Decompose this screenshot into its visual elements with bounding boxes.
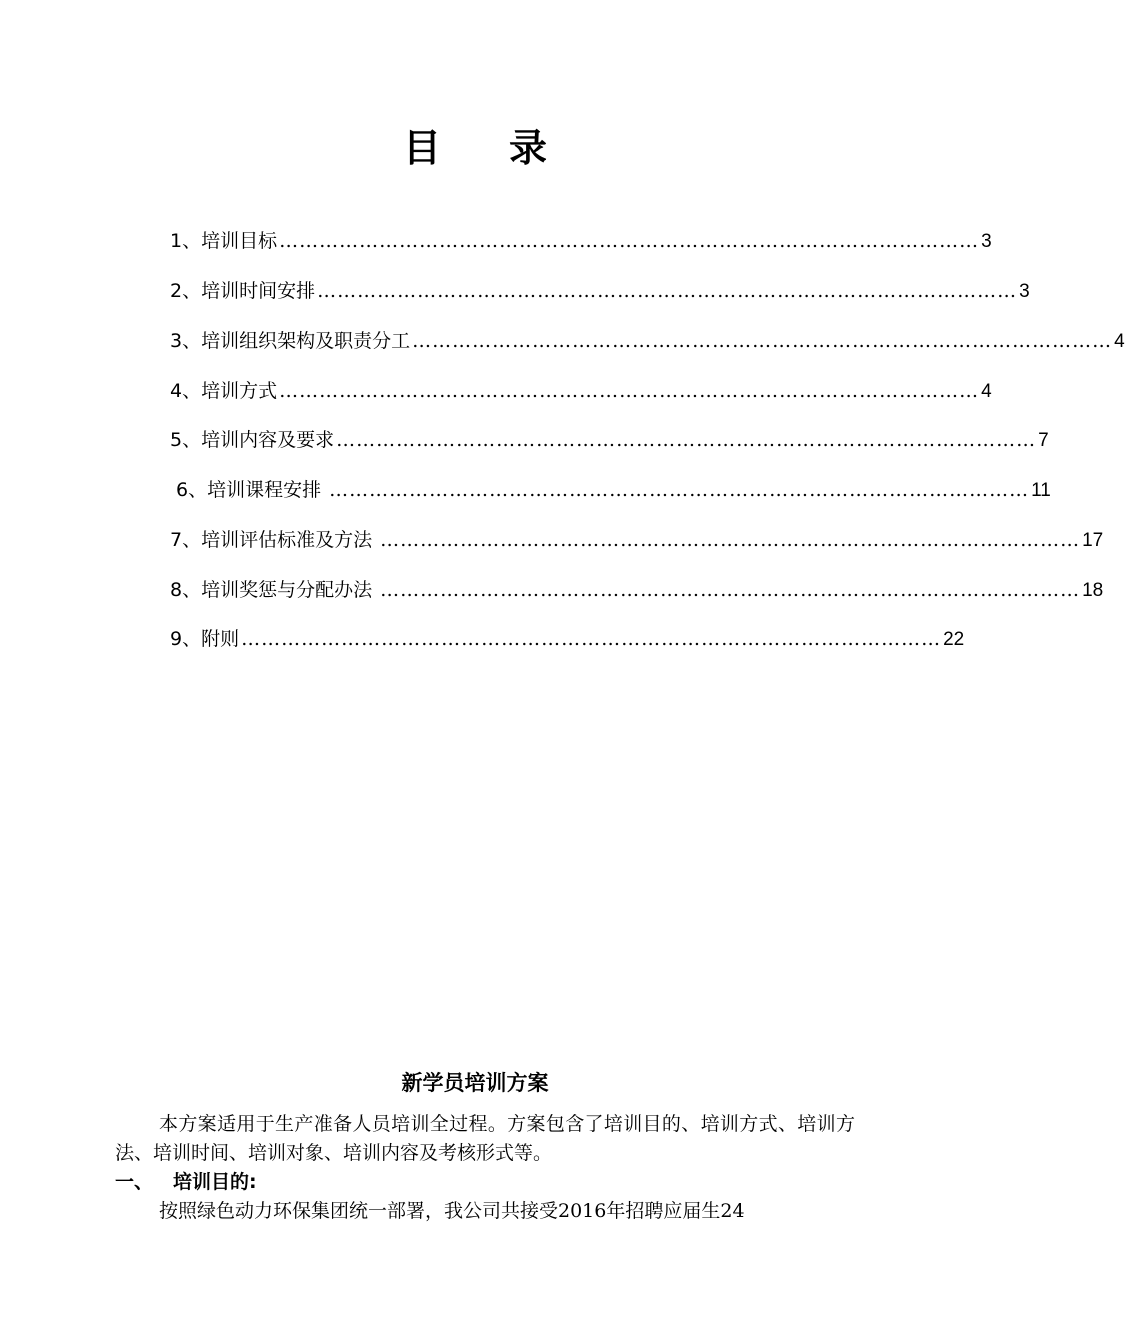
toc-entry-page: 3 [981, 231, 992, 252]
toc-entry-number: 5、 [170, 429, 202, 451]
document-title: 新学员培训方案 [401, 1071, 549, 1095]
toc-entry-page: 7 [1038, 430, 1049, 451]
toc-entry-label: 培训奖惩与分配办法 [201, 579, 373, 601]
toc-entry-8[interactable] [170, 577, 1104, 604]
toc-entry-number: 7、 [170, 529, 202, 551]
toc-entry-number: 9、 [170, 628, 202, 650]
toc-entry-label: 培训方式 [201, 380, 278, 402]
toc-entry-page: 22 [943, 629, 965, 650]
intro-paragraph: 本方案适用于生产准备人员培训全过程。方案包含了培训目的、培训方式、培训方法、培训时间、培训对象、培训内容及考核形式等。 [115, 1113, 855, 1164]
dot-leader: …………………………………………………………………………………………… [412, 330, 1113, 352]
section-heading-1 [115, 1168, 257, 1197]
toc-entry-label: 培训目标 [201, 230, 278, 252]
toc-entry-page: 3 [1019, 281, 1030, 302]
toc-entry-page: 4 [1114, 331, 1125, 352]
toc-entry-5[interactable] [170, 427, 1049, 454]
toc-entry-number: 4、 [170, 380, 202, 402]
toc-entry-page: 17 [1082, 530, 1104, 551]
toc-entry-label: 培训组织架构及职责分工 [201, 330, 411, 352]
toc-entry-number: 3、 [170, 330, 202, 352]
dot-leader: …………………………………………………………………………………………… [279, 230, 980, 252]
toc-entry-label: 培训评估标准及方法 [201, 529, 373, 551]
toc-entry-label: 培训时间安排 [201, 280, 316, 302]
toc-entry-number: 8、 [170, 579, 202, 601]
toc-entry-page: 4 [981, 381, 992, 402]
toc-entry-3[interactable] [170, 328, 1125, 355]
dot-leader: …………………………………………………………………………………………… [380, 579, 1081, 601]
section-1-paragraph: 按照绿色动力环保集团统一部署，我公司共接受2016年招聘应届生24 [159, 1200, 745, 1222]
dot-leader: …………………………………………………………………………………………… [329, 479, 1030, 501]
toc-entry-9[interactable] [170, 626, 965, 653]
toc-entry-page: 18 [1082, 580, 1104, 601]
dot-leader: …………………………………………………………………………………………… [279, 380, 980, 402]
toc-entry-label: 培训课程安排 [207, 479, 322, 501]
dot-leader: …………………………………………………………………………………………… [317, 280, 1018, 302]
toc-entry-2[interactable] [170, 278, 1030, 305]
dot-leader: …………………………………………………………………………………………… [380, 529, 1081, 551]
toc-entry-number: 1、 [170, 230, 202, 252]
toc-entry-label: 培训内容及要求 [201, 429, 335, 451]
section-number: 一、 [115, 1171, 154, 1193]
dot-leader: …………………………………………………………………………………………… [241, 628, 942, 650]
toc-entry-4[interactable] [170, 378, 992, 405]
toc-entry-7[interactable] [170, 527, 1104, 554]
dot-leader: …………………………………………………………………………………………… [336, 429, 1037, 451]
toc-entry-number: 6、 [176, 479, 208, 501]
section-heading-text: 培训目的: [173, 1171, 257, 1193]
toc-entry-1[interactable] [170, 228, 992, 255]
toc-entry-6[interactable] [176, 477, 1051, 504]
toc-title: 目录 [402, 126, 615, 170]
toc-entry-label: 附则 [201, 628, 240, 650]
toc-entry-page: 11 [1031, 480, 1051, 501]
toc-entry-number: 2、 [170, 280, 202, 302]
